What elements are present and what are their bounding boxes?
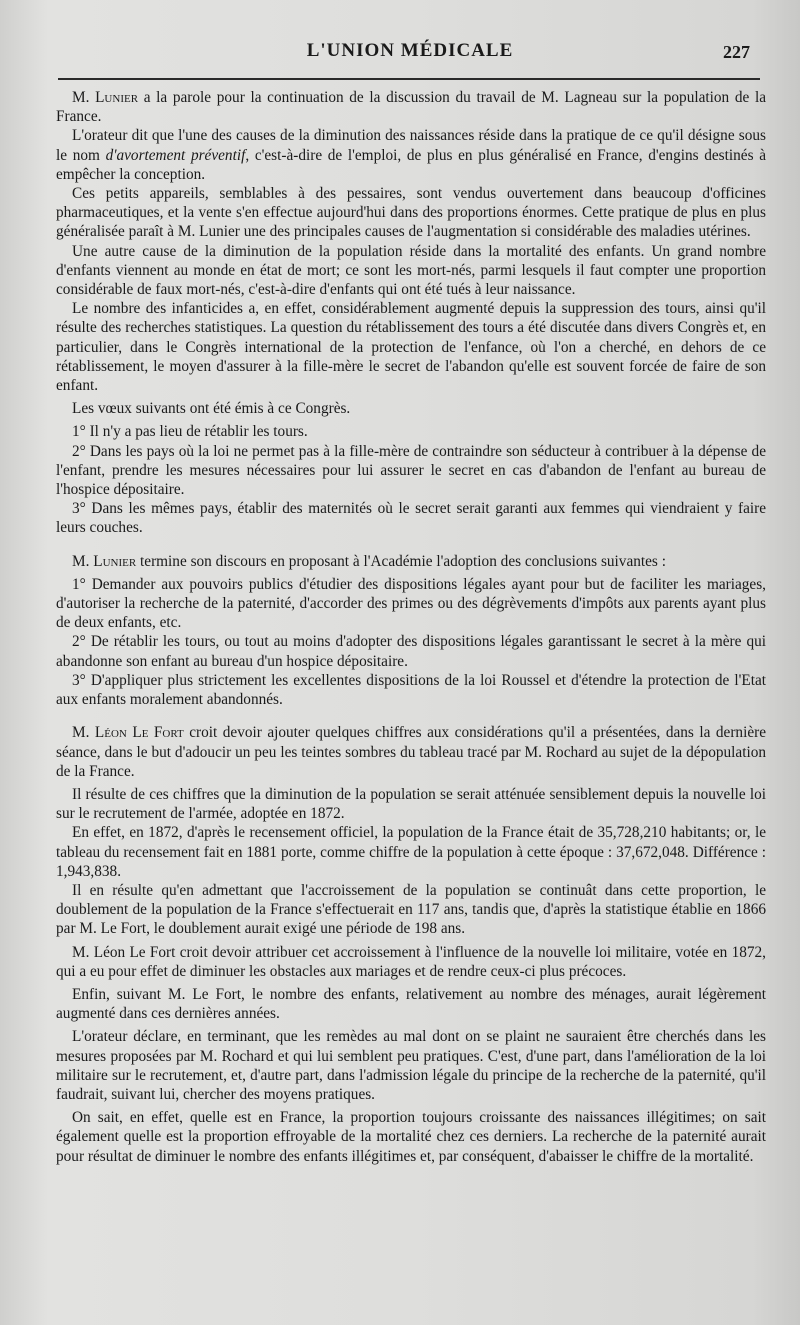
page-number: 227: [723, 42, 750, 62]
running-title: L'UNION MÉDICALE: [306, 40, 514, 61]
paragraph: 2° De rétablir les tours, ou tout au moins d'adopter des dispositions légales garantissant le secret à la mère qui abandonne son enfant au bureau d'un hospice dépositaire.: [56, 633, 766, 670]
speaker-name: M. Lunier: [72, 89, 139, 106]
paragraph: Les vœux suivants ont été émis à ce Congrès.: [72, 400, 351, 418]
paragraph: M. Lunier a la parole pour la continuation de la discussion du travail de M. Lagneau sur la population de la France.: [56, 89, 766, 126]
paragraph: 2° Dans les pays où la loi ne permet pas à la fille-mère de contraindre son séducteur à contribuer à la dépense de l'enfant, prendre les mesures nécessaires pour lui assurer le secret en cas d'abandon de l'enfant au bureau de l'hospice dépositaire.: [56, 442, 766, 499]
paragraph: M. Léon Le Fort croit devoir ajouter quelques chiffres aux considérations qu'il a présentées, dans la dernière séance, dans le but d'adoucir un peu les teintes sombres du tableau tracé par M. Rochard au sujet de la dépopulation de la France.: [56, 724, 767, 780]
paragraph: M. Lunier termine son discours en proposant à l'Académie l'adoption des conclusions suivantes :: [72, 552, 666, 570]
paragraph: Enfin, suivant M. Le Fort, le nombre des enfants, relativement au nombre des ménages, aurait légèrement augmenté dans ces dernières années.: [56, 985, 766, 1023]
paragraph: 1° Demander aux pouvoirs publics d'étudier des dispositions légales ayant pour but de faciliter les mariages, d'autoriser la recherche de la paternité, d'accorder des primes ou des dégrèvements d'impôts aux parents ayant plus de deux enfants, etc.: [56, 575, 766, 632]
emphasis: d'avortement préventif: [105, 146, 246, 164]
speaker-name: M. Lunier: [72, 552, 137, 570]
article-body: [56, 88, 766, 1166]
paragraph: Il en résulte qu'en admettant que l'accroissement de la population se continuât dans cette proportion, le doublement de la population de la France s'effectuerait en 117 ans, tandis que, d'après la statistique établie en 1866 par M. Le Fort, le doublement aurait exigé une période de 198 ans.: [56, 881, 766, 938]
page-header: [60, 40, 760, 70]
header-rule: [58, 78, 760, 80]
paragraph: L'orateur déclare, en terminant, que les remèdes au mal dont on se plaint ne sauraient être cherchés dans les mesures proposées par M. Rochard et qui lui semblent peu pratiques. C'est, d'une part, dans l'amélioration de la loi militaire sur le recrutement, et, d'autre part, dans l'admission légale du principe de la recherche de la paternité, qu'il faudrait, suivant lui, chercher des moyens pratiques.: [56, 1028, 766, 1103]
speaker-name: M. Léon Le Fort: [72, 724, 184, 742]
paragraph: 3° D'appliquer plus strictement les excellentes dispositions de la loi Roussel et d'étendre la protection de l'Etat aux enfants moralement abandonnés.: [56, 671, 766, 709]
paragraph: 1° Il n'y a pas lieu de rétablir les tours.: [72, 423, 308, 441]
paragraph: Une autre cause de la diminution de la population réside dans la mortalité des enfants. Un grand nombre d'enfants viennent au monde en état de mort; ce sont les mort-nés, parmi lesquels il faut compter une proportion considérable de faux mort-nés, c'est-à-dire d'enfants qui ont été tués à leur naissance.: [56, 242, 766, 299]
paragraph: Ces petits appareils, semblables à des pessaires, sont vendus ouvertement dans beaucoup d'officines pharmaceutiques, et la vente s'en effectue aujourd'hui dans des proportions énormes. Cette pratique de plus en plus généralisée paraît à M. Lunier une des principales causes de l'augmentation si considérable des maladies utérines.: [56, 185, 766, 241]
paragraph: Il résulte de ces chiffres que la diminution de la population se serait atténuée sensiblement depuis la nouvelle loi sur le recrutement de l'armée, adoptée en 1872.: [56, 785, 766, 823]
paragraph: En effet, en 1872, d'après le recensement officiel, la population de la France était de 35,728,210 habitants; or, le tableau du recensement fait en 1881 porte, comme chiffre de la population à cette époque : 37,672,048. Différence : 1,943,838.: [56, 824, 766, 880]
paragraph: On sait, en effet, quelle est en France, la proportion toujours croissante des naissances illégitimes; on sait également quelle est la proportion effroyable de la mortalité chez ces derniers. La recherche de la paternité aurait pour résultat de diminuer le nombre des enfants illégitimes et, par conséquent, d'abaisser le chiffre de la mortalité.: [56, 1109, 766, 1165]
paragraph: M. Léon Le Fort croit devoir attribuer cet accroissement à l'influence de la nouvelle loi militaire, votée en 1872, qui a eu pour effet de diminuer les obstacles aux mariages et de rendre ceux-ci plus précoces.: [56, 943, 766, 980]
paragraph: Le nombre des infanticides a, en effet, considérablement augmenté depuis la suppression des tours, ainsi qu'il résulte des recherches statistiques. La question du rétablissement des tours a été discutée dans divers Congrès et, en particulier, dans le Congrès international de la protection de l'enfance, où l'on a cherché, en dehors de ce rétablissement, le moyen d'assurer à la fille-mère le secret de l'abandon qu'elle est souvent forcée de faire de son enfant.: [56, 300, 766, 395]
paragraph: 3° Dans les mêmes pays, établir des maternités où le secret serait garanti aux femmes qui viendraient y faire leurs couches.: [56, 500, 766, 537]
paragraph: L'orateur dit que l'une des causes de la diminution des naissances réside dans la pratique de ce qu'il désigne sous le nom d'avortement préventif, c'est-à-dire de l'emploi, de plus en plus généralisé en France, d'engins destinés à empêcher la conception.: [56, 127, 766, 183]
